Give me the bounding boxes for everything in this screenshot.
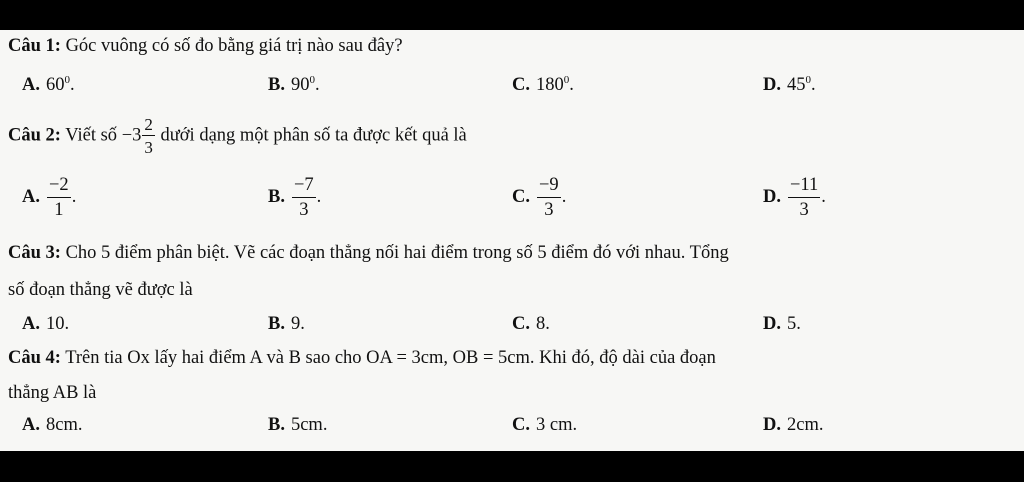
mixed-number-fraction <box>142 116 155 156</box>
worksheet-page <box>0 30 1024 451</box>
option-tail: . <box>569 75 574 96</box>
option-tail: . <box>561 186 567 207</box>
fraction-numerator: −9 <box>537 176 561 198</box>
option-letter: A. <box>22 415 40 435</box>
option-letter: C. <box>512 314 530 334</box>
option-letter: D. <box>763 186 781 207</box>
option-letter: A. <box>22 186 40 207</box>
option-value: 9. <box>290 314 305 334</box>
option-value: 90 <box>290 75 310 96</box>
q2-option-d <box>763 176 826 219</box>
q3-option-b <box>268 314 305 335</box>
option-letter: D. <box>763 314 781 334</box>
q3-option-c <box>512 314 550 335</box>
option-tail: . <box>314 75 320 96</box>
option-value: 60 <box>46 75 65 96</box>
option-letter: D. <box>763 415 781 435</box>
question-2-text-after: dưới dạng một phân số ta được kết quả là <box>160 125 467 146</box>
question-2-text-before: Viết số <box>65 125 118 146</box>
option-value: 2cm. <box>787 415 824 435</box>
option-fraction <box>292 176 316 219</box>
degree-mark: 0 <box>64 74 70 86</box>
option-tail: . <box>811 75 816 96</box>
option-letter: B. <box>268 75 285 96</box>
option-tail: . <box>71 186 77 207</box>
option-tail: . <box>70 75 75 96</box>
option-value: 5cm. <box>290 415 328 435</box>
q4-option-c <box>512 415 577 436</box>
option-letter: C. <box>512 415 530 435</box>
option-value: 45 <box>787 75 806 96</box>
q1-option-b <box>268 74 320 96</box>
fraction-denominator: 3 <box>299 199 309 220</box>
degree-mark: 0 <box>563 74 570 86</box>
q1-option-d <box>763 74 816 96</box>
option-letter: B. <box>268 186 285 207</box>
option-value: 3 cm. <box>536 415 578 435</box>
question-3-continued <box>8 280 193 301</box>
fraction-numerator: 2 <box>144 115 153 134</box>
question-1 <box>8 36 403 57</box>
option-fraction <box>47 176 71 219</box>
question-4-continued <box>8 383 96 404</box>
option-tail: . <box>316 186 322 207</box>
degree-mark: 0 <box>309 74 315 86</box>
question-1-text: Góc vuông có số đo bằng giá trị nào sau đây? <box>65 36 403 56</box>
fraction-denominator: 3 <box>544 199 554 220</box>
fraction-numerator: −11 <box>788 176 820 198</box>
option-value: 8. <box>536 314 550 334</box>
q4-option-a <box>22 415 82 436</box>
q1-option-c <box>512 74 574 96</box>
option-value: 5. <box>787 314 801 334</box>
q2-option-a <box>22 176 76 219</box>
question-3-line-2: số đoạn thẳng vẽ được là <box>8 280 193 300</box>
q4-option-d <box>763 415 823 436</box>
option-tail: . <box>821 186 826 207</box>
q2-option-b <box>268 176 321 219</box>
option-value: 10. <box>46 314 70 334</box>
mixed-number-whole: −3 <box>121 125 142 146</box>
fraction-denominator: 3 <box>799 199 809 220</box>
q1-option-a <box>22 74 75 96</box>
fraction-numerator: −7 <box>292 176 316 198</box>
degree-mark: 0 <box>805 74 811 86</box>
fraction-numerator: −2 <box>47 176 71 198</box>
option-fraction <box>788 176 820 219</box>
question-3 <box>8 243 729 264</box>
question-4 <box>8 348 716 369</box>
question-4-label: Câu 4: <box>8 348 61 368</box>
question-3-line-1: Cho 5 điểm phân biệt. Vẽ các đoạn thẳng nối hai điểm trong số 5 điểm đó với nhau. Tổng <box>65 243 729 263</box>
option-letter: C. <box>512 186 530 207</box>
option-fraction <box>537 176 561 219</box>
question-2 <box>8 116 467 156</box>
fraction-denominator: 1 <box>54 199 64 220</box>
option-letter: C. <box>512 75 530 96</box>
q2-option-c <box>512 176 566 219</box>
option-letter: B. <box>268 415 285 435</box>
question-4-line-1: Trên tia Ox lấy hai điểm A và B sao cho OA = 3cm, OB = 5cm. Khi đó, độ dài của đoạn <box>65 348 716 368</box>
option-letter: A. <box>22 75 40 96</box>
question-3-label: Câu 3: <box>8 243 61 263</box>
question-2-label: Câu 2: <box>8 125 61 146</box>
q3-option-d <box>763 314 801 335</box>
q4-option-b <box>268 415 327 436</box>
question-4-line-2: thẳng AB là <box>8 383 97 403</box>
question-1-label: Câu 1: <box>8 36 61 56</box>
option-value: 180 <box>536 75 564 96</box>
fraction-denominator: 3 <box>144 138 153 157</box>
option-letter: B. <box>268 314 285 334</box>
option-letter: A. <box>22 314 40 334</box>
option-value: 8cm. <box>46 415 83 435</box>
option-letter: D. <box>763 75 781 96</box>
q3-option-a <box>22 314 69 335</box>
